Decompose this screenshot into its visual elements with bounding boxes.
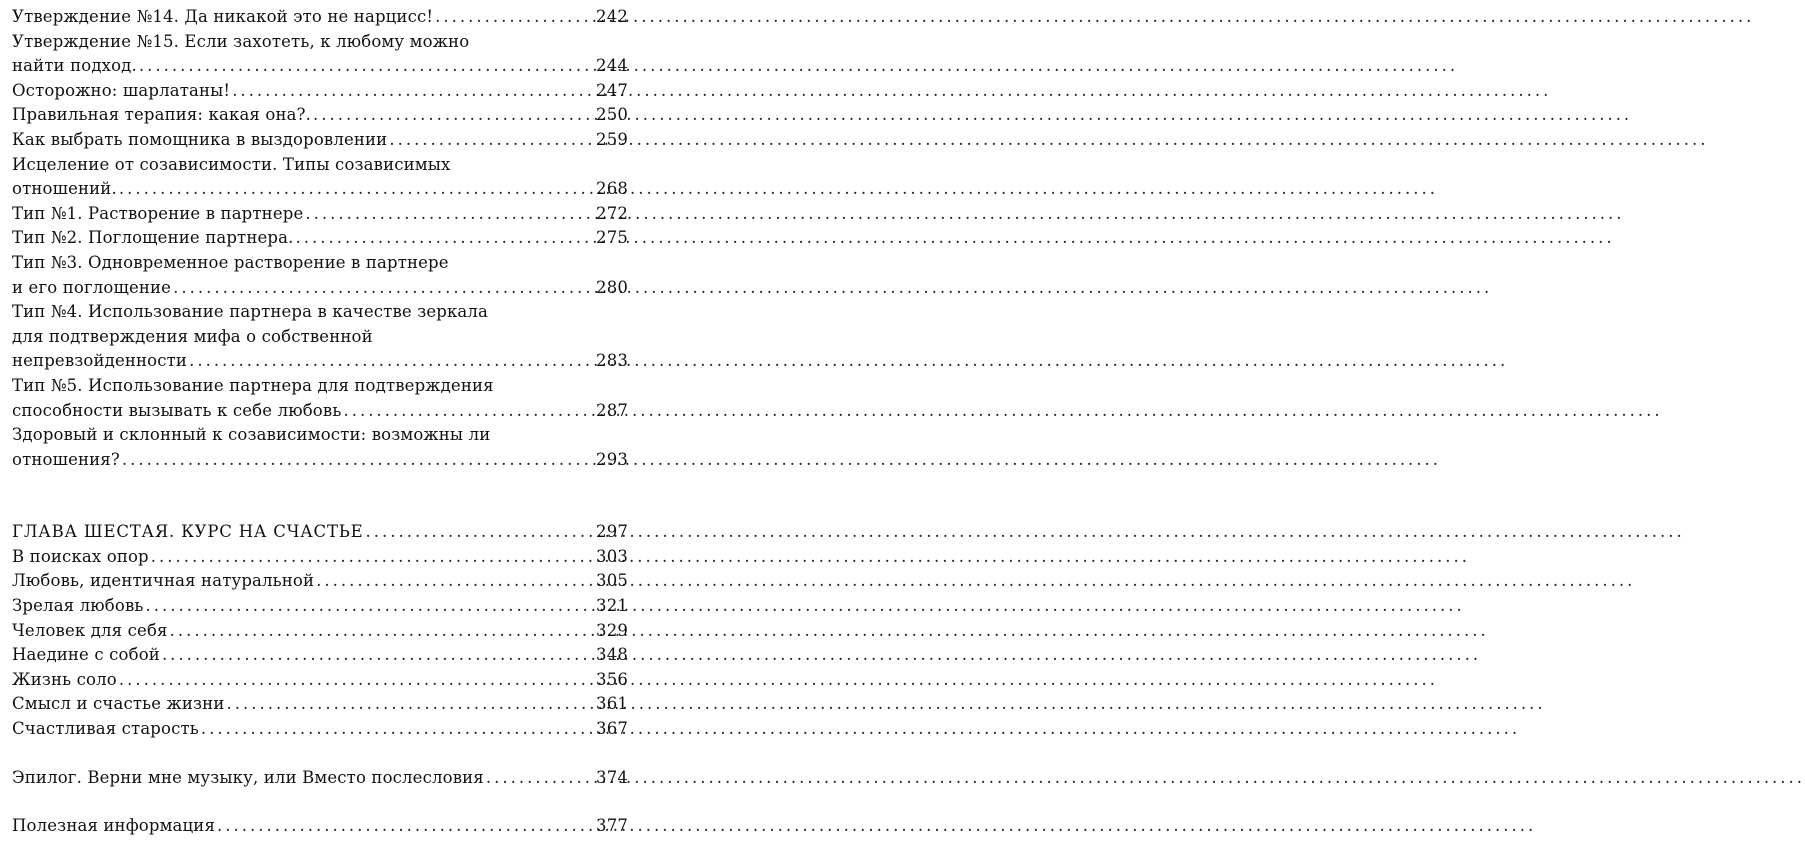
epilogue-page-number: 374 [596, 767, 628, 787]
entry-title-text: Наедине с собой [12, 645, 160, 665]
toc-entry[interactable] [12, 153, 628, 202]
dot-leader [232, 79, 592, 104]
toc-line [12, 79, 628, 104]
toc-line [12, 766, 628, 791]
entry-title-text: способности вызывать к себе любовь [12, 400, 342, 420]
page-number: 287 [596, 400, 628, 420]
entry-title-text: Тип №1. Растворение в партнере [12, 203, 304, 223]
toc-line [12, 692, 628, 717]
toc-entry[interactable] [12, 668, 628, 693]
toc-line [12, 226, 628, 251]
toc-section-1 [12, 5, 628, 472]
entry-title-text: Тип №5. Использование партнера для подтверждения [12, 375, 494, 395]
toc-line [12, 349, 628, 374]
toc-line [12, 276, 628, 301]
dot-leader [435, 5, 592, 30]
toc-line [12, 594, 628, 619]
dot-leader [139, 54, 592, 79]
page-number: 367 [596, 719, 628, 739]
page-number: 268 [596, 179, 628, 199]
toc-line [12, 668, 628, 693]
toc-entry[interactable] [12, 226, 628, 251]
entry-title-text: отношения? [12, 449, 120, 469]
toc-line [12, 128, 628, 153]
entry-title-text: для подтверждения мифа о собственной [12, 326, 373, 346]
toc-entry[interactable] [12, 5, 628, 30]
entry-title-text: Как выбрать помощника в выздоровлении [12, 129, 388, 149]
toc-line [12, 30, 628, 55]
toc-entry[interactable] [12, 569, 628, 594]
entry-title-text: отношений. [12, 179, 117, 199]
dot-leader [389, 128, 592, 153]
spacer [12, 742, 628, 766]
chapter-page-number: 297 [596, 522, 628, 542]
toc-line [12, 399, 628, 424]
toc-chapter-heading[interactable] [12, 520, 628, 545]
toc-entry[interactable] [12, 251, 628, 300]
dot-leader [343, 399, 592, 424]
page-number: 293 [596, 449, 628, 469]
spacer [12, 790, 628, 814]
toc-entry[interactable] [12, 423, 628, 472]
page-number: 259 [596, 129, 628, 149]
useful-info-title: Полезная информация [12, 816, 216, 836]
entry-title-text: Здоровый и склонный к созависимости: возможны ли [12, 425, 491, 445]
toc-entry[interactable] [12, 300, 628, 374]
page-number: 305 [596, 571, 628, 591]
table-of-contents [12, 5, 628, 839]
toc-entry[interactable] [12, 692, 628, 717]
entry-title-text: Смысл и счастье жизни [12, 694, 225, 714]
page-number: 303 [596, 546, 628, 566]
dot-leader [316, 569, 592, 594]
toc-entry-useful-info[interactable] [12, 814, 628, 839]
entry-title-text: Жизнь соло [12, 669, 117, 689]
dot-leader [305, 202, 592, 227]
toc-section-2 [12, 545, 628, 742]
page-number: 283 [596, 351, 628, 371]
dot-leader [313, 103, 592, 128]
entry-title-text: и его поглощение [12, 277, 172, 297]
page-number: 250 [596, 105, 628, 125]
page-number: 348 [596, 645, 628, 665]
toc-line [12, 374, 628, 399]
entry-title-text: Любовь, идентичная натуральной [12, 571, 315, 591]
entry-title-text: Человек для себя [12, 620, 168, 640]
entry-title-text: Тип №3. Одновременное растворение в партнере [12, 252, 449, 272]
toc-line [12, 325, 628, 350]
dot-leader [226, 692, 592, 717]
entry-title-text: Исцеление от созависимости. Типы созависимых [12, 154, 451, 174]
toc-entry[interactable] [12, 643, 628, 668]
entry-title-text: Тип №4. Использование партнера в качестве зеркала [12, 302, 489, 322]
toc-line [12, 5, 628, 30]
toc-line [12, 814, 628, 839]
toc-line [12, 54, 628, 79]
spacer [12, 472, 628, 520]
toc-line [12, 300, 628, 325]
toc-entry[interactable] [12, 202, 628, 227]
page-number: 272 [596, 203, 628, 223]
dot-leader [217, 814, 592, 839]
dot-leader [295, 226, 592, 251]
entry-title-text: Счастливая старость [12, 719, 199, 739]
page-number: 242 [596, 7, 628, 26]
toc-entry[interactable] [12, 79, 628, 104]
page-number: 280 [596, 277, 628, 297]
toc-line [12, 423, 628, 448]
chapter-title: ГЛАВА ШЕСТАЯ. КУРС НА СЧАСТЬЕ [12, 522, 364, 542]
toc-entry[interactable] [12, 619, 628, 644]
entry-title-text: В поисках опор [12, 546, 149, 566]
dot-leader [486, 766, 592, 791]
page-number: 329 [596, 620, 628, 640]
toc-line [12, 520, 628, 545]
toc-entry[interactable] [12, 545, 628, 570]
dot-leader [119, 668, 592, 693]
page-number: 275 [596, 228, 628, 248]
page-number: 356 [596, 669, 628, 689]
toc-line [12, 202, 628, 227]
toc-line [12, 643, 628, 668]
useful-info-page-number: 377 [596, 816, 628, 836]
dot-leader [170, 619, 592, 644]
entry-title-text: Правильная терапия: какая она?. [12, 105, 311, 125]
entry-title-text: Осторожно: шарлатаны! [12, 80, 231, 100]
dot-leader [151, 545, 592, 570]
toc-entry[interactable] [12, 594, 628, 619]
toc-line [12, 545, 628, 570]
toc-entry[interactable] [12, 103, 628, 128]
epilogue-title: Эпилог. Верни мне музыку, или Вместо послесловия [12, 767, 484, 787]
toc-line [12, 103, 628, 128]
page-number: 321 [596, 596, 628, 616]
entry-title-text: Утверждение №14. Да никакой это не нарцисс! [12, 7, 434, 26]
page-number: 361 [596, 694, 628, 714]
toc-line [12, 251, 628, 276]
dot-leader [201, 717, 592, 742]
entry-title-text: Утверждение №15. Если захотеть, к любому можно [12, 31, 470, 51]
toc-line [12, 153, 628, 178]
dot-leader [189, 349, 592, 374]
entry-title-text: найти подход. [12, 56, 137, 76]
toc-line [12, 619, 628, 644]
toc-line [12, 448, 628, 473]
page-number: 247 [596, 80, 628, 100]
toc-entry[interactable] [12, 717, 628, 742]
toc-entry[interactable] [12, 374, 628, 423]
toc-line [12, 717, 628, 742]
toc-entry[interactable] [12, 30, 628, 79]
toc-line [12, 177, 628, 202]
dot-leader [119, 177, 592, 202]
entry-title-text: Тип №2. Поглощение партнера. [12, 228, 294, 248]
dot-leader [162, 643, 592, 668]
toc-line [12, 569, 628, 594]
toc-entry[interactable] [12, 128, 628, 153]
dot-leader [366, 520, 593, 545]
dot-leader [122, 448, 592, 473]
toc-entry-epilogue[interactable] [12, 766, 628, 791]
page-number: 244 [596, 56, 628, 76]
entry-title-text: Зрелая любовь [12, 596, 144, 616]
dot-leader [173, 276, 592, 301]
entry-title-text: непревзойденности [12, 351, 188, 371]
dot-leader [146, 594, 593, 619]
